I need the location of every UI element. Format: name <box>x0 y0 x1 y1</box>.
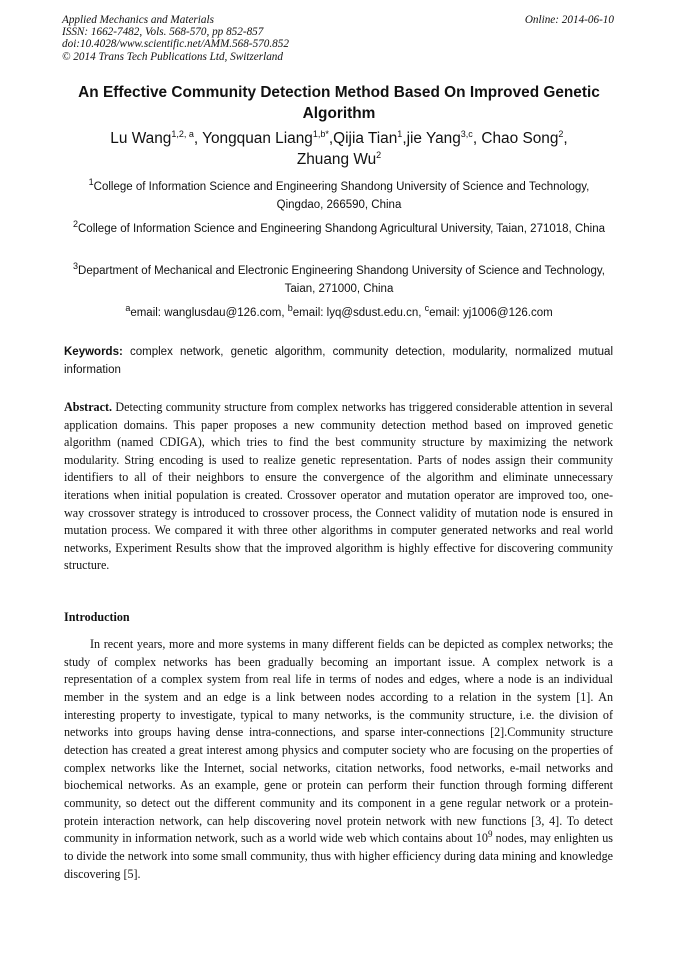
abstract-section <box>64 399 613 575</box>
author: Zhuang Wu$^2$ <box>296 149 382 168</box>
author: jie Yang$^{3,c}$, <box>406 128 482 147</box>
keywords-label: Keywords: <box>64 346 123 358</box>
abstract-text: Detecting community structure from complex networks has triggered considerable attention in several application domains. This paper proposes a new community detection method based on improved genetic algorithm (named CDIGA), which tries to find the best community structure by maximizing the network modularity. String encoding is used to realize genetic representation. Parts of nodes assign their community identifiers to all of their neighbors to ensure the convergence of the algorithm and eliminate unnecessary iterations when initial population is created. Crossover operator and mutation operator are improved too, one-way crossover strategy is introduced to crossover process, the Connect validity of mutation node is ensured in mutation process. We compared it with three other algorithms in computer generated networks and real world networks, Experiment Results show that the improved algorithm is highly effective for discovering community structure. <box>64 400 613 573</box>
keywords-text: complex network, genetic algorithm, community detection, modularity, normalized mutual information <box>64 346 613 376</box>
copyright-line: © 2014 Trans Tech Publications Ltd, Switzerland <box>62 50 283 63</box>
affiliation-3: $^3$Department of Mechanical and Electronic Engineering Shandong University of Science and Technology, Taian, 271000, China <box>73 261 605 295</box>
keywords-section <box>64 343 613 379</box>
journal-header <box>62 14 614 63</box>
issn-line: ISSN: 1662-7482, Vols. 568-570, pp 852-857 <box>62 26 264 39</box>
author-list <box>40 128 638 170</box>
journal-name: Applied Mechanics and Materials <box>62 14 214 26</box>
introduction-paragraph: In recent years, more and more systems in many different fields can be depicted as complex networks; the study of complex networks has been gradually becoming an important issue. A complex network is a representation of a complex system from real life in terms of nodes and edges, where a node is an individual member in the system and an edge is a link between nodes according to a relation in the system [1]. An interesting property to investigate, typical to many networks, is the community structure, i.e. the division of networks into groups having dense intra-connections, and sparse inter-connections [2].Community structure detection has created a great interest among physics and computer society who are focusing on the properties of complex networks like the Internet, social networks, citation networks, food networks, e-mail networks and biochemical networks. As an example, gene or protein can perform their function through forming different community, so detect out the different community and its component in a gene regular network or a protein-protein interaction network, can help discovering novel protein network with new functions [3, 4]. To detect community in information network, such as a world wide web which contains about $10^9$ nodes, may enlighten us to divide the network into some small community, thus with higher efficiency during data mining and knowledge discovering [5]. <box>64 637 613 881</box>
author-emails: $^a$email: wanglusdau@126.com, $^b$email: lyq@sdust.edu.cn, $^c$email: yj1006@126.com <box>125 303 553 319</box>
abstract-label: Abstract. <box>64 400 113 414</box>
affiliation-1: $^1$College of Information Science and Engineering Shandong University of Science and Technology, Qingdao, 266590, China <box>88 177 590 211</box>
introduction-heading: Introduction <box>64 610 130 624</box>
author: Chao Song$^2$, <box>481 128 568 147</box>
author: Yongquan Liang$^{1,b*}$, <box>202 128 334 147</box>
affiliation-2: $^2$College of Information Science and Engineering Shandong Agricultural University, Taian, 271018, China <box>72 219 605 235</box>
author: Qijia Tian$^1$, <box>333 128 407 147</box>
paper-title: An Effective Community Detection Method Based On Improved Genetic Algorithm <box>78 84 600 122</box>
author: Lu Wang$^{1,2, a}$, <box>110 128 203 147</box>
doi-line: doi:10.4028/www.scientific.net/AMM.568-570.852 <box>62 38 289 51</box>
online-date: Online: 2014-06-10 <box>524 14 614 26</box>
